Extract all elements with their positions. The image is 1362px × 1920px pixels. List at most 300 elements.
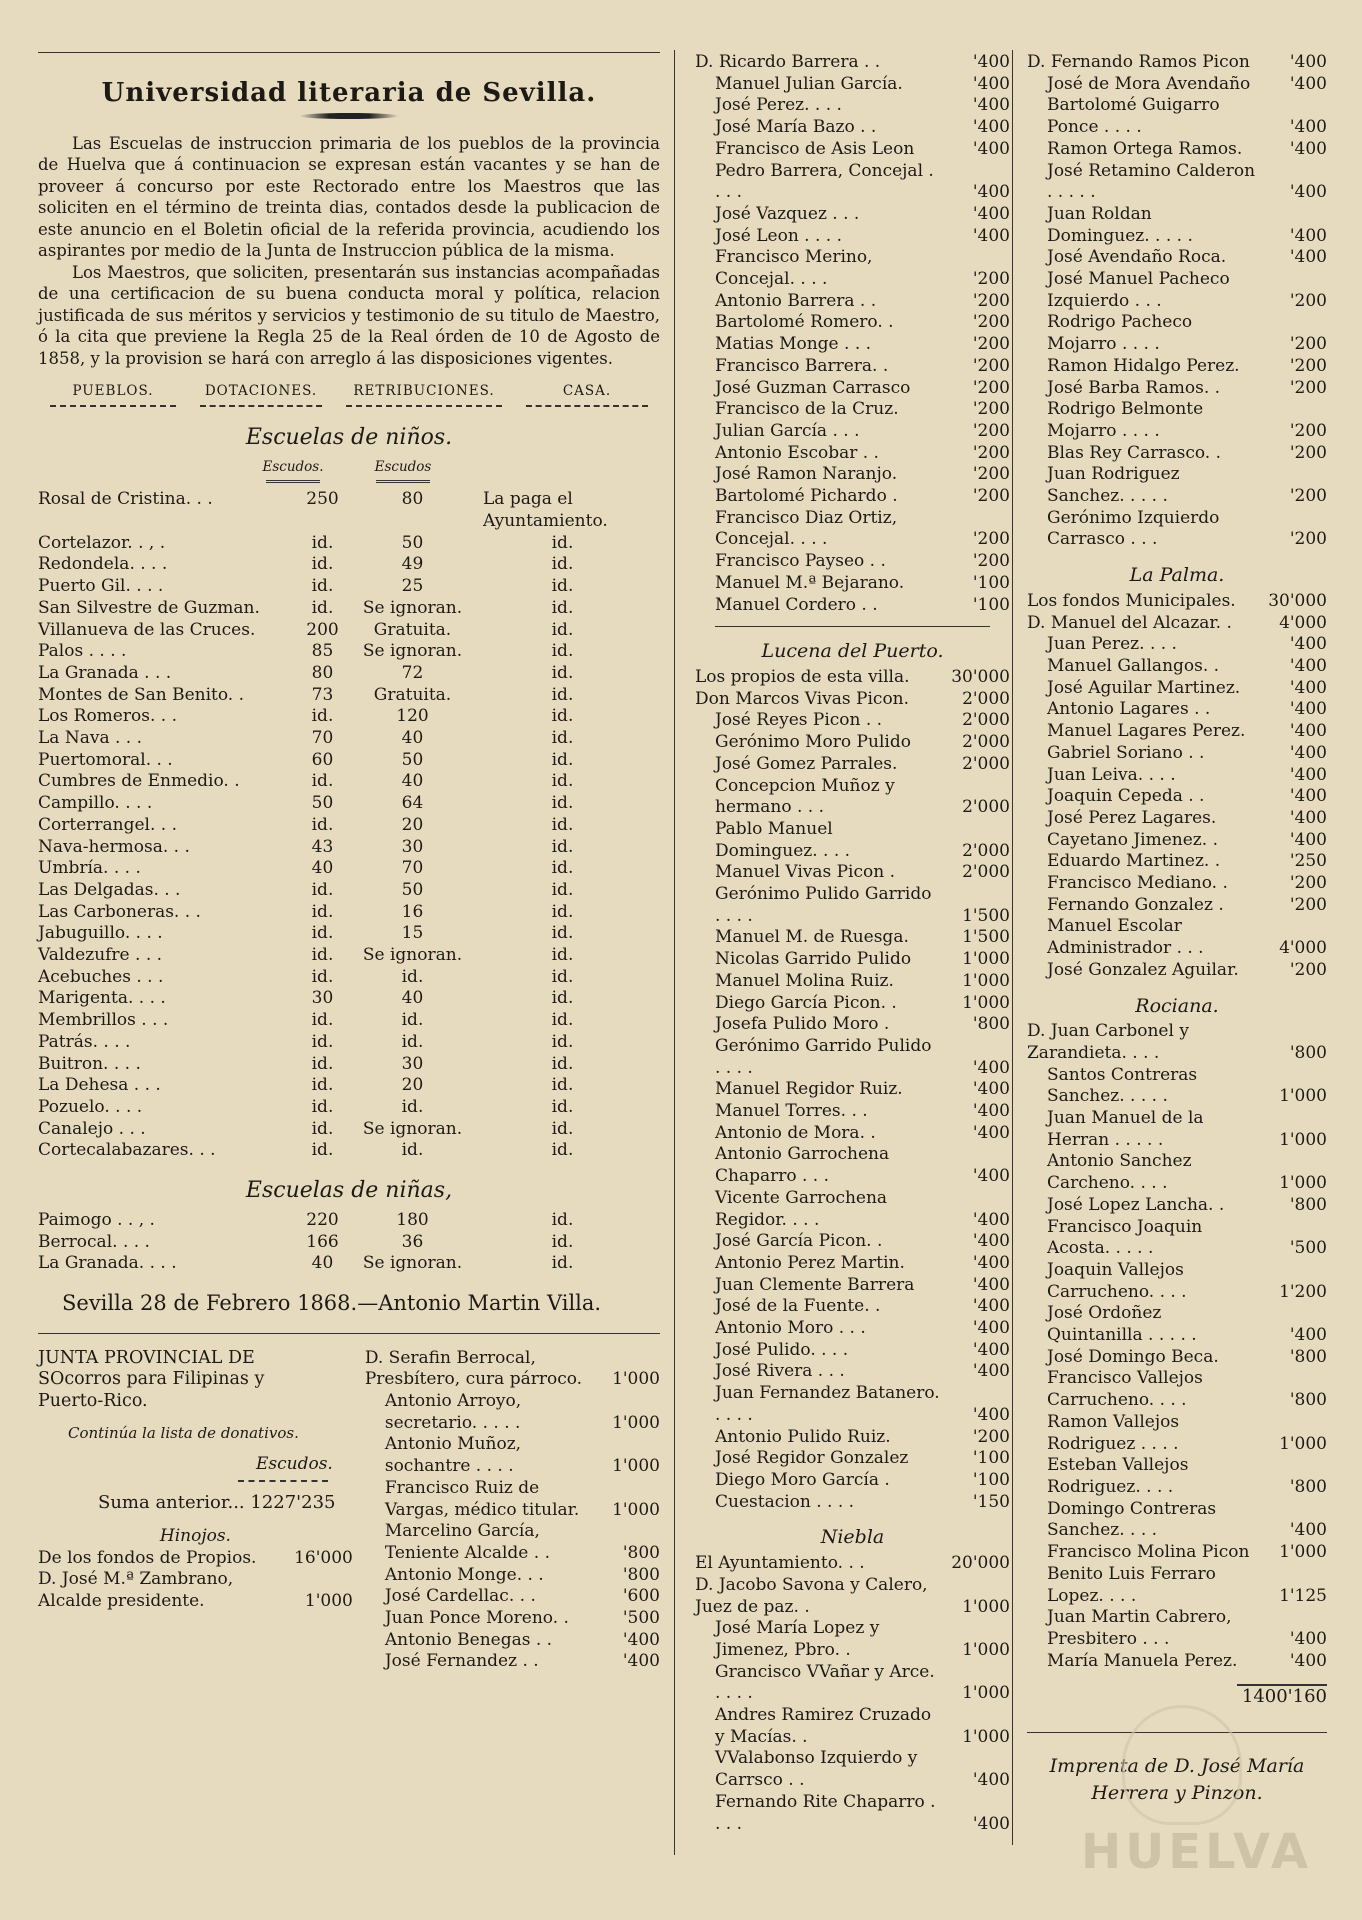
donation-row [365,1478,660,1521]
donor-name: D. Manuel del Alcazar. . [1027,612,1232,633]
school-retribucion: 20 [401,814,424,835]
donation-amount: '200 [1289,959,1327,980]
donation-row [695,1748,1010,1791]
school-town: Villanueva de las Cruces. [38,619,256,640]
school-dotacion: id. [311,966,334,987]
school-casa: id. [551,576,574,597]
donor-name: Gerónimo Moro Pulido [715,732,911,753]
school-retribucion: 40 [401,771,424,792]
school-row [38,576,660,598]
donor-name: Juan Martin Cabrero, Presbitero . . . [1047,1607,1232,1649]
donation-amount: '200 [972,334,1010,355]
school-dotacion: 200 [306,619,339,640]
donation-amount: '400 [622,1629,660,1650]
unit-label-1: Escudos. [262,458,324,475]
donation-row [1027,786,1327,808]
school-retribucion: 120 [396,706,429,727]
school-casa: id. [551,1010,574,1031]
continua-note: Continúa la lista de donativos. [68,1423,299,1442]
signature-line: Sevilla 28 de Febrero 1868.—Antonio Martin Villa. [62,1290,602,1315]
school-town: Umbría. . . . [38,858,141,879]
donation-row [1027,634,1327,656]
donation-row [365,1521,660,1564]
school-casa: id. [551,684,574,705]
donation-row [1027,1499,1327,1542]
donation-row [695,1231,1010,1253]
junta-right-column [365,1348,660,1674]
donation-amount: 1'000 [962,1596,1010,1617]
donation-amount: '100 [972,1448,1010,1469]
column-rule-2 [1012,50,1013,1845]
donor-name: Antonio Moro . . . [715,1318,866,1339]
donor-name: José Fernandez . . [384,1651,539,1672]
rociana-list [1027,1021,1327,1672]
donor-name: José Rivera . . . [715,1361,845,1382]
donation-row [38,1548,353,1570]
school-row [38,728,660,750]
donation-row [695,334,1010,356]
donation-row [1027,1368,1327,1411]
junta-section [38,1348,660,1674]
donor-name: José Perez. . . . [715,95,842,116]
donation-row [695,247,1010,290]
school-row [38,750,660,772]
donation-amount: '500 [622,1608,660,1629]
donation-row [695,993,1010,1015]
donation-amount: '400 [1289,764,1327,785]
donation-amount: '200 [972,290,1010,311]
donation-amount: 1'500 [962,927,1010,948]
donation-row [1027,1303,1327,1346]
school-row [38,988,660,1010]
school-dotacion: id. [311,1118,334,1139]
donation-amount: '200 [1289,873,1327,894]
donor-name: Juan Ponce Moreno. . [384,1608,569,1629]
donor-name: Pedro Barrera, Concejal . . . . [715,160,934,203]
donation-amount: 4'000 [1279,938,1327,959]
section-boys-heading: Escuelas de niños. [245,424,453,450]
donation-amount: '100 [972,1470,1010,1490]
donation-amount: '400 [1289,1628,1327,1649]
donor-name: José Reyes Picon . . [715,710,883,731]
units-double-rule [38,480,660,483]
donor-name: Diego García Picon. . [715,992,897,1013]
donation-amount: 1'000 [962,970,1010,991]
donation-row [365,1348,660,1391]
school-retribucion: 64 [401,793,424,814]
niebla-list [695,1553,1010,1835]
school-dotacion: 70 [311,728,334,749]
school-retribucion: id. [401,1010,424,1031]
donation-row [695,754,1010,776]
donor-name: Manuel Molina Ruiz. [715,970,894,991]
column-universidad [38,52,660,1673]
school-casa: id. [551,879,574,900]
donor-name: José Gonzalez Aguilar. [1047,959,1239,980]
school-town: San Silvestre de Guzman. [38,597,260,618]
school-row [38,1032,660,1054]
school-town: Los Romeros. . . [38,706,177,727]
donation-row [695,819,1010,862]
donation-row [695,421,1010,443]
donor-name: Concepcion Muñoz y hermano . . . [715,775,895,818]
donation-row [695,226,1010,248]
donation-amount: 2'000 [962,710,1010,731]
school-casa: id. [551,619,574,640]
niebla-heading: Niebla [820,1526,885,1549]
school-casa: id. [551,1140,574,1161]
donation-amount: '400 [622,1651,660,1672]
donation-row [1027,895,1327,917]
donation-row [695,1340,1010,1362]
school-retribucion: 40 [401,728,424,749]
donation-row [1027,873,1327,895]
donor-name: María Manuela Perez. [1047,1650,1238,1671]
donation-amount: 1'000 [1279,1086,1327,1107]
school-row [38,1232,660,1254]
school-town: Acebuches . . . [38,966,164,987]
school-dotacion: 40 [311,858,334,879]
donation-row [695,52,1010,74]
donation-row [1027,1108,1327,1151]
school-retribucion: 25 [401,576,424,597]
intro-paragraph-2: Los Maestros, que soliciten, presentarán sus instancias acompañadas de una certificacion de su buena conducta moral y política, relacion justificada de sus méritos y servicios y testimonio de su titulo de Maestro, ó la cita que previene la Regla 25 de la Real órden de 10 de Agosto de 1858, y la provision se hará con arreglo á las disposiciones vigentes. [38,262,660,368]
donor-name: Francisco de Asis Leon [715,138,915,159]
donation-row [1027,699,1327,721]
donor-name: Juan Fernandez Batanero. . . . . [715,1383,940,1425]
donation-row [695,1361,1010,1383]
donor-name: Juan Clemente Barrera [715,1274,915,1295]
donation-amount: '400 [972,1079,1010,1100]
donor-name: Pablo Manuel Dominguez. . . . [715,818,851,861]
school-row [38,902,660,924]
donation-row [1027,678,1327,700]
donation-row [695,508,1010,551]
donor-name: D. Jacobo Savona y Calero, Juez de paz. . [695,1574,928,1617]
donation-row [1027,1542,1327,1564]
donor-name: Francisco Ruiz de Vargas, médico titular. [384,1477,580,1520]
donation-amount: 16'000 [294,1547,353,1568]
donor-name: Cuestacion . . . . [715,1491,855,1512]
donation-amount: '400 [972,1274,1010,1295]
school-dotacion: 80 [311,662,334,683]
c2-rule-1 [715,626,990,627]
school-casa: id. [551,793,574,814]
donor-name: Antonio Barrera . . [715,290,877,311]
donation-amount: '200 [1289,894,1327,915]
donation-row [1027,399,1327,442]
donor-name: De los fondos de Propios. [38,1547,257,1568]
school-retribucion: 72 [401,662,424,683]
school-row [38,533,660,555]
donation-amount: '200 [972,464,1010,485]
donation-amount: '200 [972,1426,1010,1447]
school-casa: id. [551,836,574,857]
donation-row [695,139,1010,161]
header-dashes [38,405,660,407]
school-casa: id. [551,923,574,944]
school-retribucion: 30 [401,836,424,857]
school-dotacion: 40 [311,1253,334,1274]
school-row [38,945,660,967]
school-row [38,1253,660,1275]
girls-table [38,1210,660,1275]
donor-name: Manuel Lagares Perez. [1047,721,1246,742]
donation-amount: '400 [1289,73,1327,94]
donation-amount: '400 [972,1770,1010,1791]
donation-amount: '400 [1289,1650,1327,1671]
school-dotacion: id. [311,554,334,575]
school-row [38,967,660,989]
school-retribucion: 70 [401,858,424,879]
donation-amount: '400 [972,1122,1010,1143]
donor-name: Antonio Muñoz, sochantre . . . . [384,1434,522,1477]
school-casa: id. [551,1231,574,1252]
school-town: Montes de San Benito. . [38,684,245,705]
donation-row [1027,161,1327,204]
donation-amount: '400 [1289,52,1327,72]
palma-heading: La Palma. [1129,564,1225,587]
donation-row [695,161,1010,204]
donation-amount: 2'000 [962,753,1010,774]
donor-name: Francisco Merino, Concejal. . . . [715,247,873,290]
donor-name: Juan Perez. . . . [1047,634,1177,655]
school-row [38,1075,660,1097]
hinojos-list [695,52,1010,616]
donor-name: Antonio Pulido Ruiz. [715,1426,891,1447]
school-town: Nava-hermosa. . . [38,836,190,857]
donor-name: José María Lopez y Jimenez, Pbro. . [715,1618,880,1660]
school-dotacion: 60 [311,749,334,770]
donation-row [1027,916,1327,959]
school-town: Buitron. . . . [38,1053,141,1074]
school-dotacion: id. [311,576,334,597]
donation-row [695,732,1010,754]
donation-row [1027,1564,1327,1607]
donor-name: Eduardo Martinez. . [1047,851,1221,872]
donation-amount: 2'000 [962,732,1010,753]
school-dotacion: id. [311,706,334,727]
donation-amount: 1'000 [962,992,1010,1013]
donation-row [1027,74,1327,96]
donation-row [1027,508,1327,551]
donation-row [695,464,1010,486]
donation-amount: '400 [1289,225,1327,246]
donor-name: José Barba Ramos. . [1047,377,1221,398]
donor-name: Manuel Cordero . . [715,594,878,615]
donation-amount: 1'000 [612,1412,660,1433]
donation-row [695,1036,1010,1079]
donor-name: Manuel Regidor Ruiz. [715,1079,903,1100]
donation-row [1027,808,1327,830]
school-row [38,641,660,663]
school-dotacion: id. [311,901,334,922]
donation-row [695,1296,1010,1318]
donor-name: Ramon Hidalgo Perez. [1047,355,1240,376]
donor-name: Vicente Garrochena Regidor. . . . [715,1187,888,1230]
donor-name: D. Juan Carbonel y Zarandieta. . . . [1027,1021,1189,1063]
school-retribucion: Se ignoran. [362,1253,463,1274]
school-row [38,620,660,642]
top-rule [38,52,660,53]
donation-amount: '500 [1289,1238,1327,1259]
donation-row [1027,95,1327,138]
school-retribucion: 36 [401,1231,424,1252]
donor-name: Antonio Escobar . . [715,442,879,463]
school-dotacion: id. [311,1031,334,1052]
donation-amount: '800 [1289,1194,1327,1215]
school-retribucion: 15 [401,923,424,944]
school-casa: id. [551,749,574,770]
donor-name: José Vazquez . . . [715,203,860,224]
donation-row [695,1553,1010,1575]
donor-name: Manuel M.ª Bejarano. [715,572,905,593]
donation-amount: '800 [1289,1477,1327,1497]
donation-amount: '400 [1289,182,1327,203]
escudos-label: Escudos. [255,1454,333,1475]
school-casa: id. [551,662,574,683]
donation-amount: '400 [972,182,1010,203]
donation-amount: 2'000 [962,862,1010,883]
school-row [38,598,660,620]
school-casa: id. [551,1031,574,1052]
donation-amount: '400 [972,1252,1010,1273]
donation-amount: '200 [1289,486,1327,507]
school-retribucion: Se ignoran. [362,1118,463,1139]
school-retribucion: 50 [401,879,424,900]
school-town: Cortelazor. . , . [38,532,166,553]
school-dotacion: id. [311,1010,334,1031]
donation-amount: 1'000 [1279,1433,1327,1454]
donation-amount: '100 [972,572,1010,593]
school-dotacion: 220 [306,1209,339,1230]
donor-name: Josefa Pulido Moro . [715,1014,890,1035]
school-town: La Granada . . . [38,662,172,683]
donation-amount: 1'000 [1279,1173,1327,1194]
school-town: Campillo. . . . [38,793,153,814]
school-retribucion: id. [401,966,424,987]
donor-name: D. Ricardo Barrera . . [695,52,881,72]
donor-name: Los propios de esta villa. [695,666,910,687]
donation-row [695,1318,1010,1340]
donation-row [695,884,1010,927]
school-casa: id. [551,1075,574,1096]
school-casa: La paga el Ayuntamiento. [483,489,608,532]
donation-row [1027,378,1327,400]
donation-amount: '200 [972,420,1010,441]
donor-name: José Avendaño Roca. [1047,247,1227,268]
donation-row [695,356,1010,378]
school-town: Palos . . . . [38,641,127,662]
donor-name: Francisco de la Cruz. [715,399,899,420]
donation-row [1027,1651,1327,1673]
donation-amount: '400 [1289,117,1327,138]
donation-row [695,204,1010,226]
donation-amount: '800 [1289,1390,1327,1411]
donation-amount: '200 [972,486,1010,507]
school-retribucion: 40 [401,988,424,1009]
donor-name: Francisco Mediano. . [1047,873,1228,894]
donation-row [365,1651,660,1673]
donation-amount: 1'000 [612,1499,660,1520]
donation-row [1027,721,1327,743]
donor-name: José Ramon Naranjo. [715,464,898,485]
school-row [38,858,660,880]
donation-row [1027,613,1327,635]
school-dotacion: 30 [311,988,334,1009]
donor-name: Rodrigo Belmonte Mojarro . . . . [1047,399,1204,441]
donor-name: José Ordoñez Quintanilla . . . . . [1047,1303,1197,1346]
donation-row [695,1188,1010,1231]
table-header [38,381,660,403]
donation-amount: '200 [1289,420,1327,441]
school-dotacion: id. [311,597,334,618]
boys-table [38,489,660,1162]
school-casa: id. [551,1053,574,1074]
donation-amount: '400 [1289,677,1327,698]
donor-name: Juan Leiva. . . . [1047,764,1176,785]
donation-row [695,1101,1010,1123]
donor-name: Joaquin Vallejos Carrucheno. . . . [1047,1259,1187,1302]
donor-name: José Manuel Pacheco Izquierdo . . . [1047,269,1230,311]
donor-name: José Cardellac. . . [384,1586,536,1607]
donor-name: Diego Moro García . [715,1470,890,1490]
school-row [38,685,660,707]
donor-name: Manuel Gallangos. . [1047,655,1220,676]
donor-name: D. Serafin Berrocal, Presbítero, cura párroco. [364,1347,583,1390]
school-town: Membrillos . . . [38,1010,169,1031]
donor-name: Fernando Rite Chaparro . . . . [715,1791,936,1834]
donor-name: Antonio Lagares . . [1047,699,1211,720]
donation-row [1027,464,1327,507]
donation-amount: '400 [972,1166,1010,1187]
donation-row [695,486,1010,508]
col-header-retribuciones: RETRIBUCIONES. [353,383,495,400]
school-dotacion: id. [311,814,334,835]
donation-amount: '100 [972,594,1010,615]
donation-row [695,1662,1010,1705]
donation-amount: 1'200 [1279,1281,1327,1302]
school-retribucion: 30 [401,1053,424,1074]
lucena-list [695,667,1010,1513]
school-casa: id. [551,814,574,835]
donation-row [365,1391,660,1434]
donation-amount: 1'000 [612,1369,660,1390]
donor-name: José Pulido. . . . [715,1339,849,1360]
school-dotacion: id. [311,1097,334,1117]
donation-row [695,949,1010,971]
donation-row [695,291,1010,313]
donation-amount: '200 [1289,377,1327,398]
donor-name: José Regidor Gonzalez [715,1448,909,1469]
school-dotacion: 73 [311,684,334,705]
school-town: La Nava . . . [38,728,143,749]
school-row [38,1119,660,1141]
school-casa: id. [551,532,574,553]
school-retribucion: id. [401,1140,424,1161]
junta-right-list [365,1348,660,1674]
school-town: Canalejo . . . [38,1118,146,1139]
junta-left-list [38,1548,353,1613]
units-row [38,457,660,479]
donation-row [365,1608,660,1630]
donation-row [1027,247,1327,269]
ornament-divider [299,113,399,119]
unit-label-2: Escudos [374,458,432,475]
donation-row [1027,1151,1327,1194]
donation-row [695,1792,1010,1835]
donor-name: José Domingo Beca. [1047,1346,1219,1367]
